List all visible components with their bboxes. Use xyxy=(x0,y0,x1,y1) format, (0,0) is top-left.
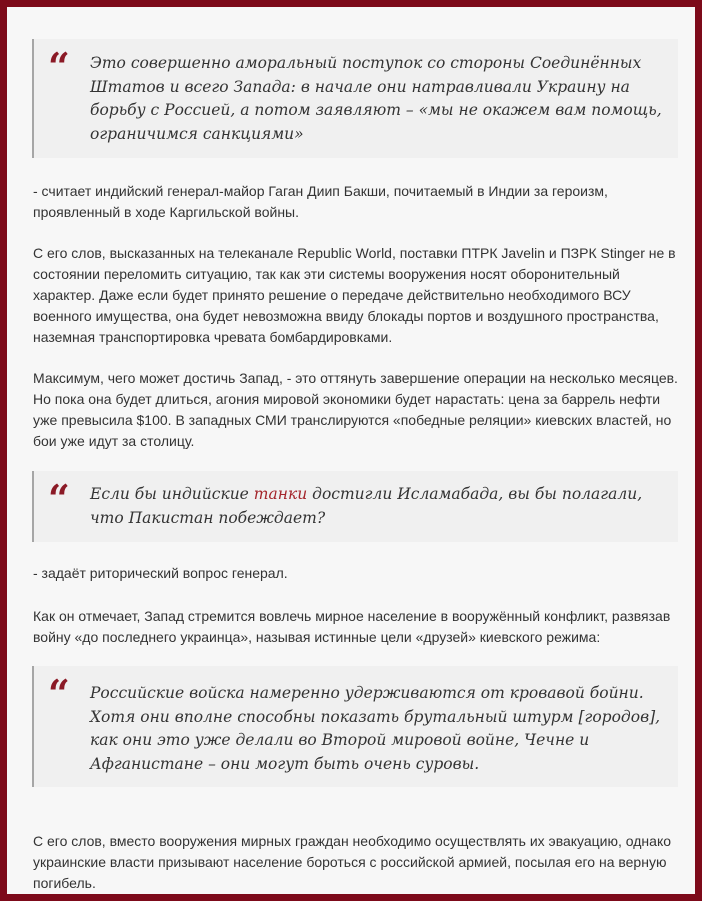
quote-text-start: Если бы индийские xyxy=(90,485,254,503)
blockquote xyxy=(32,471,678,542)
paragraph: - задаёт риторический вопрос генерал. xyxy=(33,565,288,581)
quote-mark-icon: “ xyxy=(48,671,70,716)
paragraph: С его слов, вместо вооружения мирных граждан необходимо осуществлять их эвакуацию, однако украинские власти призывают население бороться с российской армией, посылая его на верную погибель. xyxy=(33,833,672,891)
tanks-link[interactable]: танки xyxy=(253,485,308,503)
blockquote xyxy=(32,666,678,787)
blockquote xyxy=(32,39,678,158)
quote-text: Это совершенно аморальный поступок со стороны Соединённых Штатов и всего Запада: в начале они натравливали Украину на борьбу с Россией, а потом заявляют – «мы не окажем вам помощь, ограничимся санкциями» xyxy=(90,54,662,143)
paragraph: С его слов, высказанных на телеканале Republic World, поставки ПТРК Javelin и ПЗРК Stinger не в состоянии переломить ситуацию, так как эти системы вооружения носят оборонительный характер. Даже если будет принято решение о передаче действительно необходимого ВСУ военного имущества, она будет невозможна ввиду блокады портов и воздушного пространства, наземная транспортировка чревата бомбардировками. xyxy=(33,245,676,345)
paragraph: - считает индийский генерал-майор Гаган Диип Бакши, почитаемый в Индии за героизм, проявленный в ходе Каргильской войны. xyxy=(33,183,608,220)
quote-mark-icon: “ xyxy=(48,476,70,521)
quote-text xyxy=(90,483,664,530)
paragraph: Максимум, чего может достичь Запад, - это оттянуть завершение операции на несколько месяцев. Но пока она будет длиться, агония мировой экономики будет нарастать: цена за баррель нефти уже превысила $100. В западных СМИ транслируются «победные реляции» киевских властей, но бои уже идут за столицу. xyxy=(33,370,678,449)
quote-text-end: достигли Исламабада, вы бы полагали, что Пакистан побеждает? xyxy=(90,485,643,527)
paragraph: Как он отмечает, Запад стремится вовлечь мирное население в вооружённый конфликт, развязав войну «до последнего украинца», называя истинные цели «друзей» киевского режима: xyxy=(33,608,671,645)
quote-mark-icon: “ xyxy=(48,44,70,89)
quote-text: Российские войска намеренно удерживаются от кровавой бойни. Хотя они вполне способны показать брутальный штурм [городов], как они это уже делали во Второй мировой войне, Чечне и Афганистане – они могут быть очень суровы. xyxy=(90,684,661,773)
